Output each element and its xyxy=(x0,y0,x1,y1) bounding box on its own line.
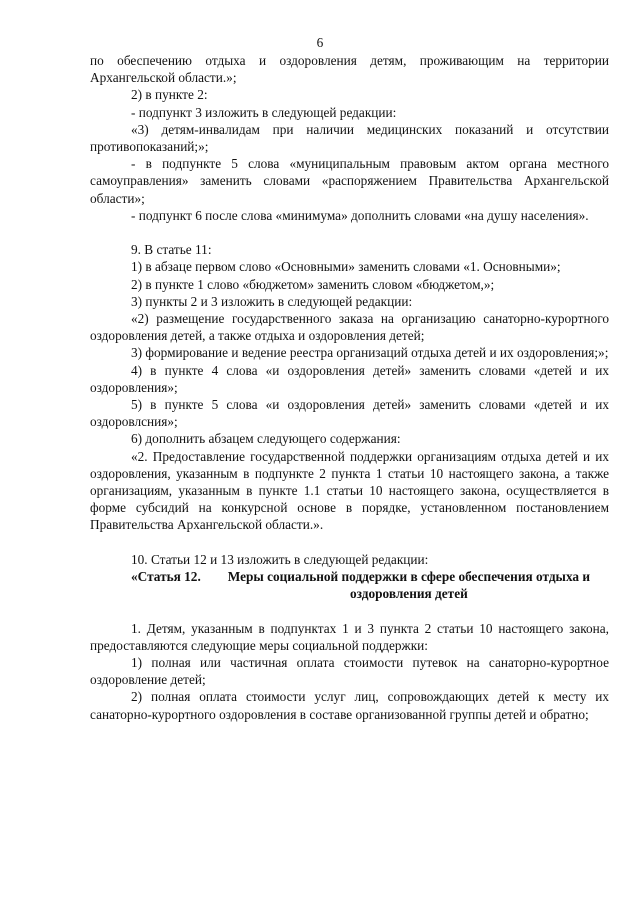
article-heading xyxy=(90,568,609,602)
article-title: Меры социальной поддержки в сфере обеспечения отдыха и оздоровления детей xyxy=(227,569,591,602)
blank-line xyxy=(90,224,609,241)
page-number: 6 xyxy=(316,35,324,50)
paragraph: 2) полная оплата стоимости услуг лиц, сопровождающих детей к месту их санаторно-курортного оздоровления в составе организованной группы детей и обратно; xyxy=(90,689,609,722)
paragraph: «2. Предоставление государственной поддержки организациям отдыха детей и их оздоровления, указанным в подпункте 2 пункта 1 статьи 10 настоящего закона, а также организациям, указанным в пункте 1.1 статьи 10 настоящего закона, осуществляется в форме субсидий на конкурсной основе в порядке, установленном постановлением Правительства Архангельской области.». xyxy=(90,448,609,533)
paragraph: 4) в пункте 4 слова «и оздоровления детей» заменить словами «детей и их оздоровления»; xyxy=(90,362,609,395)
paragraph: 1) полная или частичная оплата стоимости путевок на санаторно-курортное оздоровление детей; xyxy=(90,655,609,688)
paragraph: 2) в пункте 1 слово «бюджетом» заменить словом «бюджетом,»; xyxy=(131,276,495,292)
paragraph: «3) детям-инвалидам при наличии медицинских показаний и отсутствии противопоказаний;»; xyxy=(90,121,609,155)
blank-line xyxy=(90,534,609,551)
paragraph: - подпункт 6 после слова «минимума» дополнить словами «на душу населения». xyxy=(131,207,589,223)
document-body xyxy=(90,52,609,723)
paragraph: - подпункт 3 изложить в следующей редакции: xyxy=(131,104,397,120)
paragraph: 9. В статье 11: xyxy=(131,242,212,258)
paragraph: «2) размещение государственного заказа на организацию санаторно-курортного оздоровления детей, а также отдыха и оздоровления детей; xyxy=(90,311,609,344)
blank-line xyxy=(90,602,609,619)
paragraph: 6) дополнить абзацем следующего содержания: xyxy=(131,431,401,447)
paragraph: - в подпункте 5 слова «муниципальным правовым актом органа местного самоуправления» заменить словами «распоряжением Правительства Архангельской области»; xyxy=(90,156,609,206)
article-number: «Статья 12. xyxy=(131,569,201,585)
paragraph: 1) в абзаце первом слово «Основными» заменить словами «1. Основными»; xyxy=(131,259,561,275)
paragraph: 5) в пункте 5 слова «и оздоровления детей» заменить словами «детей и их оздоровлсния»; xyxy=(90,397,609,430)
paragraph: 1. Детям, указанным в подпунктах 1 и 3 пункта 2 статьи 10 настоящего закона, предоставляются следующие меры социальной поддержки: xyxy=(90,620,609,653)
paragraph: 3) пункты 2 и 3 изложить в следующей редакции: xyxy=(131,293,413,309)
paragraph: по обеспечению отдыха и оздоровления детям, проживающим на территории Архангельской области.»; xyxy=(90,53,609,86)
paragraph: 2) в пункте 2: xyxy=(131,87,208,103)
paragraph: 10. Статьи 12 и 13 изложить в следующей редакции: xyxy=(131,551,429,567)
paragraph: 3) формирование и ведение реестра организаций отдыха детей и их оздоровления;»; xyxy=(131,345,609,361)
